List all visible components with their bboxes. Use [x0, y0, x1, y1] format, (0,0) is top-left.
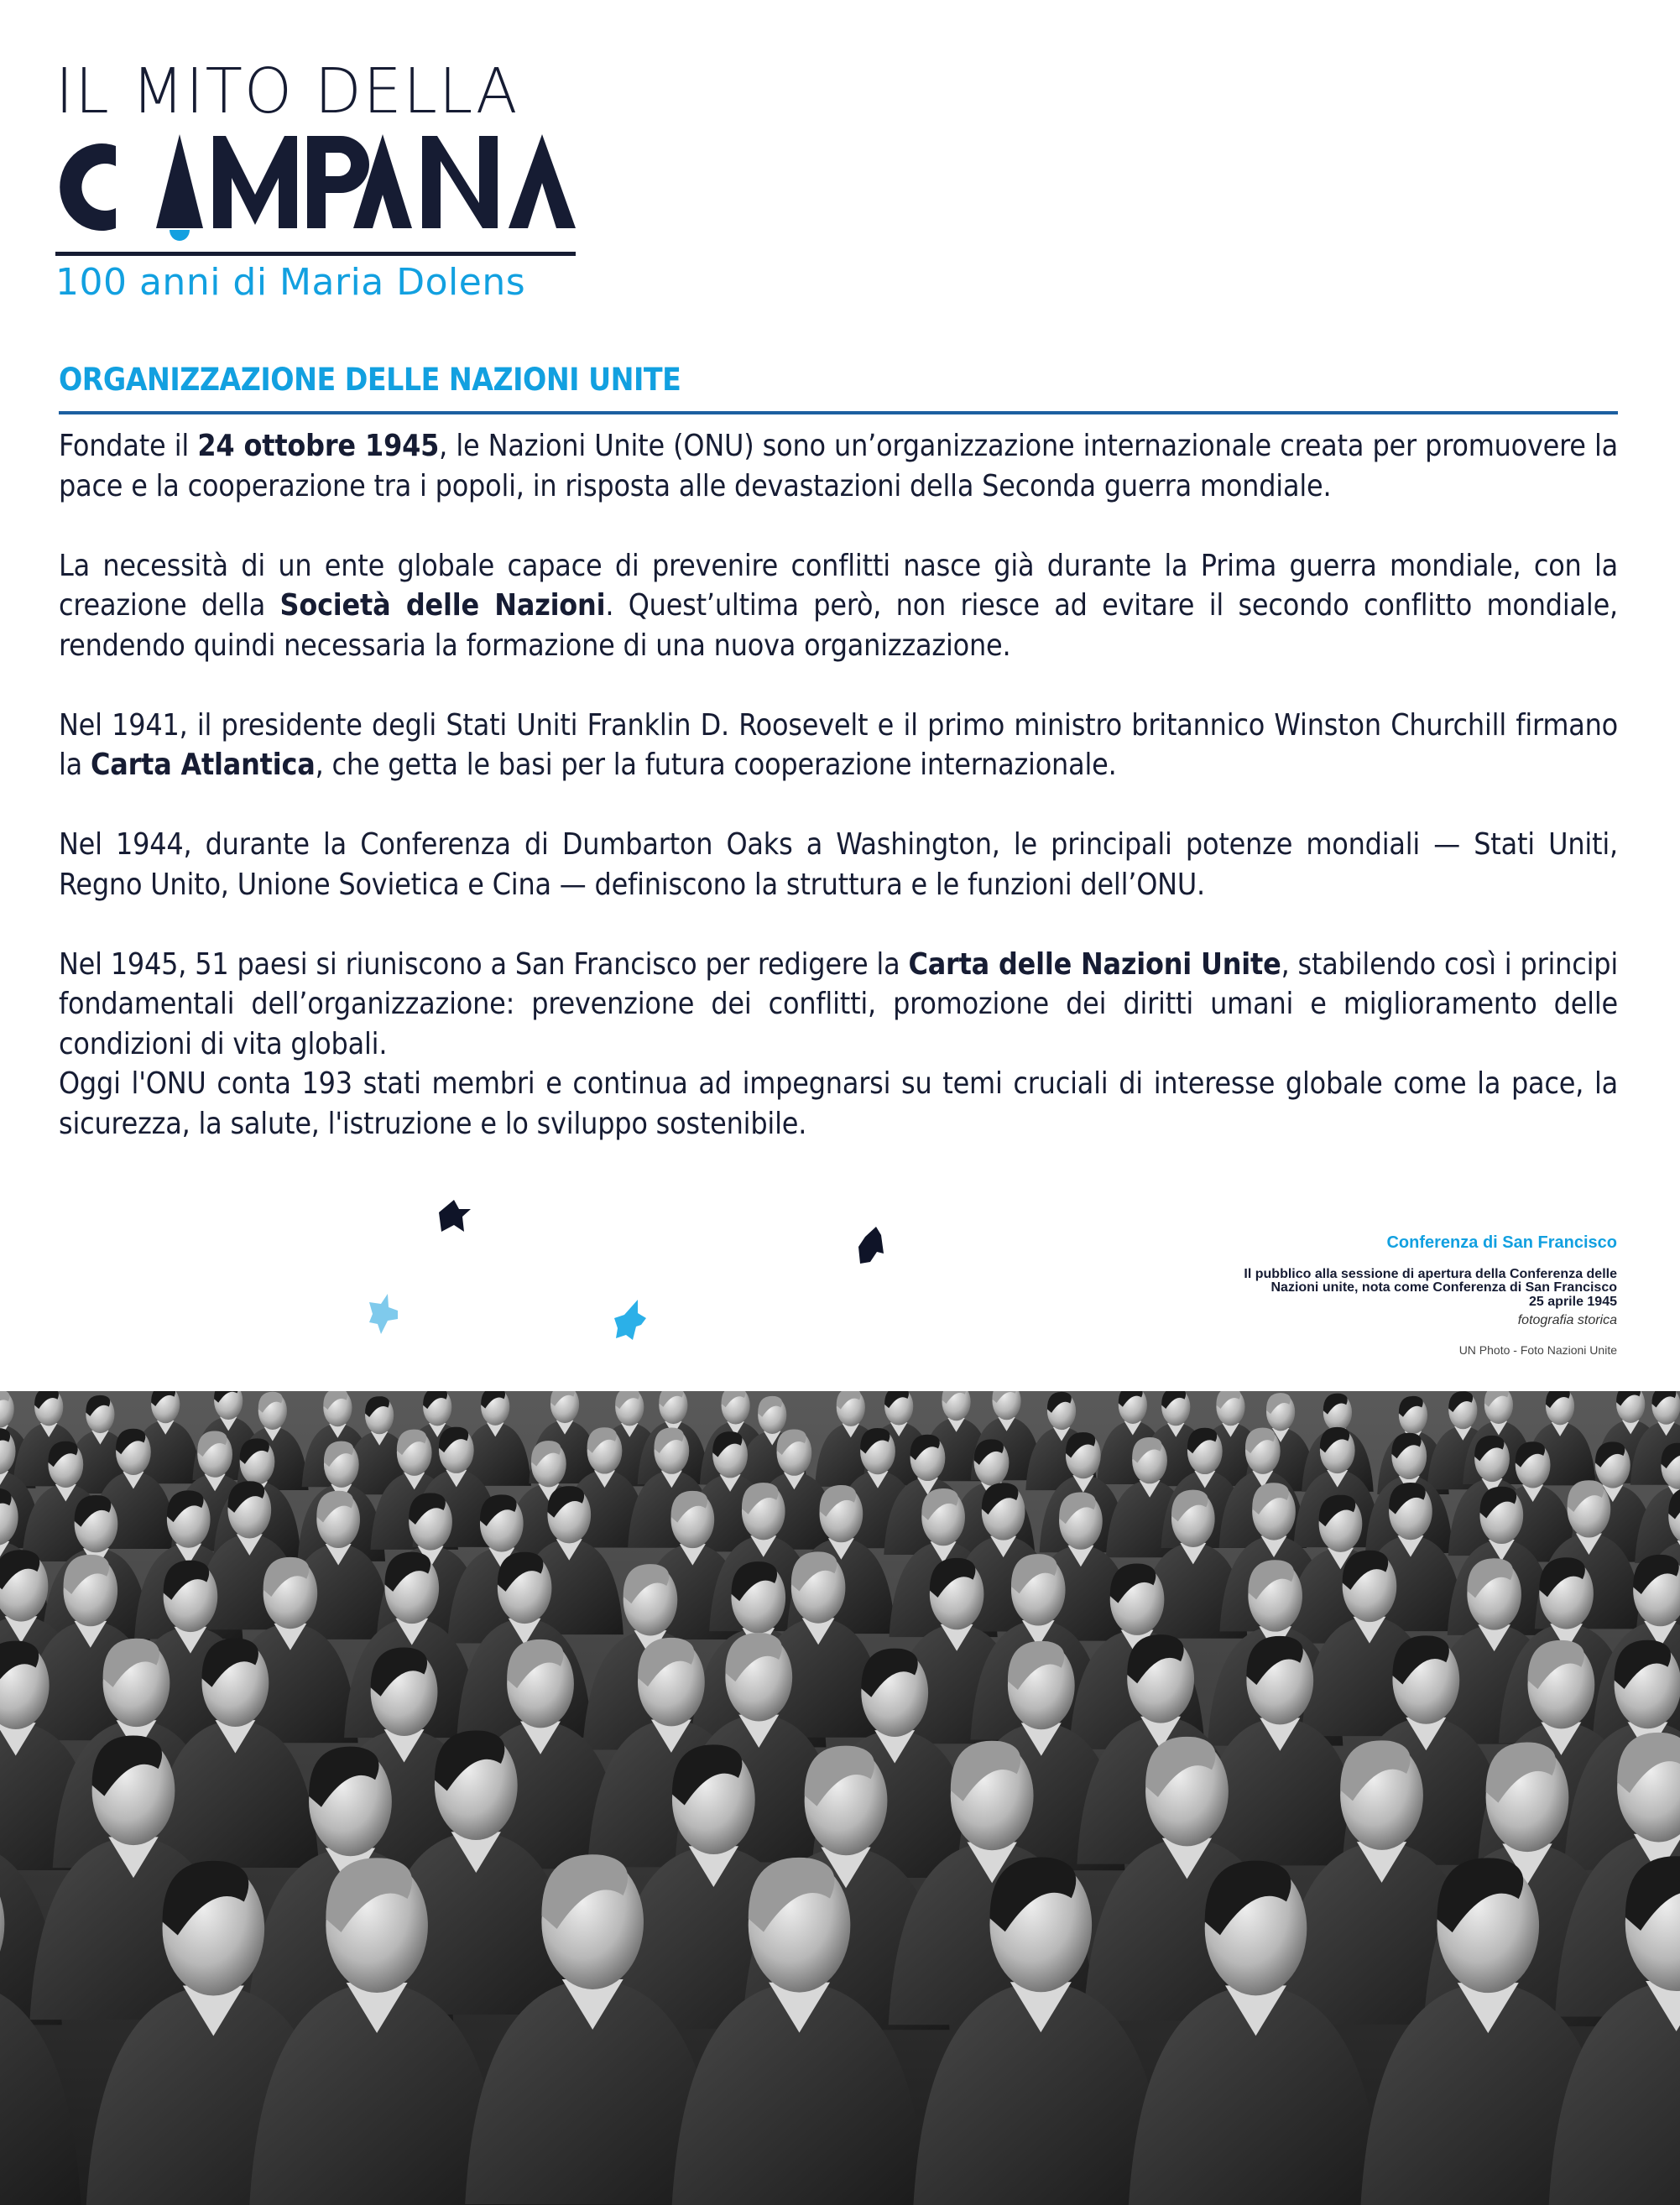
- letter-m: [213, 136, 297, 228]
- caption-description-line: Nazioni unite, nota come Conferenza di San Francisco: [1270, 1280, 1617, 1295]
- letter-n: [422, 136, 498, 228]
- text-run: Oggi l'ONU conta 193 stati membri e continua ad impegnarsi su temi cruciali di interesse globale come la pace, la sicurezza, la salute, l'istruzione e lo sviluppo sostenibile.: [59, 1066, 1618, 1141]
- navy-star-icon: [435, 1198, 473, 1233]
- letter-a: [509, 134, 576, 228]
- logo-title-line1: IL MITO DELLA: [55, 55, 519, 128]
- text-run: Fondate il: [59, 429, 198, 463]
- paragraph: [59, 1064, 1618, 1144]
- navy-star-icon: [853, 1225, 889, 1265]
- caption-date: 25 aprile 1945: [1529, 1295, 1617, 1309]
- logo-subtitle: 100 anni di Maria Dolens: [55, 261, 526, 304]
- text-run: , le Nazioni Unite (ONU) sono un’organizzazione internazionale creata per promuovere la pace e la cooperazione tra i popoli, in risposta alle devastazioni della Seconda guerra mondiale.: [59, 429, 1619, 503]
- caption-description: [1147, 1268, 1617, 1295]
- paragraph: [59, 825, 1618, 904]
- text-run: , stabilendo così i principi fondamentali dell’organizzazione: prevenzione dei conflitti, promozione dei diritti umani e miglioramento delle condizioni di vita globali.: [59, 946, 1618, 1061]
- logo-divider: [55, 252, 576, 256]
- logo: [55, 55, 576, 304]
- bold-text: Carta delle Nazioni Unite: [908, 946, 1281, 982]
- text-run: . Quest’ultima però, non riesce ad evitare il secondo conflitto mondiale, rendendo quindi necessaria la formazione di una nuova organizzazione.: [59, 588, 1618, 663]
- paragraph: [59, 546, 1618, 666]
- text-run: La necessità di un ente globale capace di prevenire conflitti nasce già durante la Prima guerra mondiale, con la creazione della: [59, 548, 1618, 623]
- text-run: Nel 1944, durante la Conferenza di Dumbarton Oaks a Washington, le principali potenze mondiali — Stati Uniti, Regno Unito, Unione Sovietica e Cina — definiscono la struttura e le funzioni dell’ONU.: [59, 827, 1618, 902]
- light-blue-star-icon: [368, 1292, 401, 1336]
- caption-note: fotografia storica: [1517, 1313, 1617, 1327]
- section-divider: [59, 411, 1618, 414]
- letter-c: [60, 143, 116, 231]
- crowd-photo-illustration: [0, 1391, 1680, 2205]
- paragraph: [59, 706, 1618, 785]
- historical-photo: [0, 1391, 1680, 2205]
- audience: [0, 1391, 1680, 2205]
- bold-text: Carta Atlantica: [91, 748, 316, 782]
- caption-description-line: Il pubblico alla sessione di apertura della Conferenza delle: [1244, 1267, 1617, 1281]
- logo-title-campana: [55, 134, 576, 235]
- photo-credit: UN Photo - Foto Nazioni Unite: [1458, 1343, 1617, 1357]
- blue-star-icon: [613, 1298, 648, 1342]
- bold-text: Società delle Nazioni: [279, 588, 606, 623]
- paragraph: [59, 426, 1618, 506]
- caption-title: Conferenza di San Francisco: [1386, 1233, 1617, 1252]
- text-run: Nel 1941, il presidente degli Stati Uniti Franklin D. Roosevelt e il primo ministro britannico Winston Churchill firmano la: [59, 707, 1618, 782]
- campana-wordmark-icon: [55, 134, 576, 243]
- text-run: , che getta le basi per la futura cooperazione internazionale.: [315, 748, 1117, 782]
- letter-a-bell: [156, 134, 203, 228]
- bold-text: 24 ottobre 1945: [197, 429, 440, 463]
- paragraph: [59, 945, 1618, 1065]
- section-title: ORGANIZZAZIONE DELLE NAZIONI UNITE: [59, 362, 681, 398]
- bell-clapper-icon: [170, 230, 190, 241]
- body-text: [59, 426, 1618, 1184]
- photo-caption: [1147, 1233, 1617, 1357]
- text-run: Nel 1945, 51 paesi si riuniscono a San Francisco per redigere la: [59, 946, 909, 982]
